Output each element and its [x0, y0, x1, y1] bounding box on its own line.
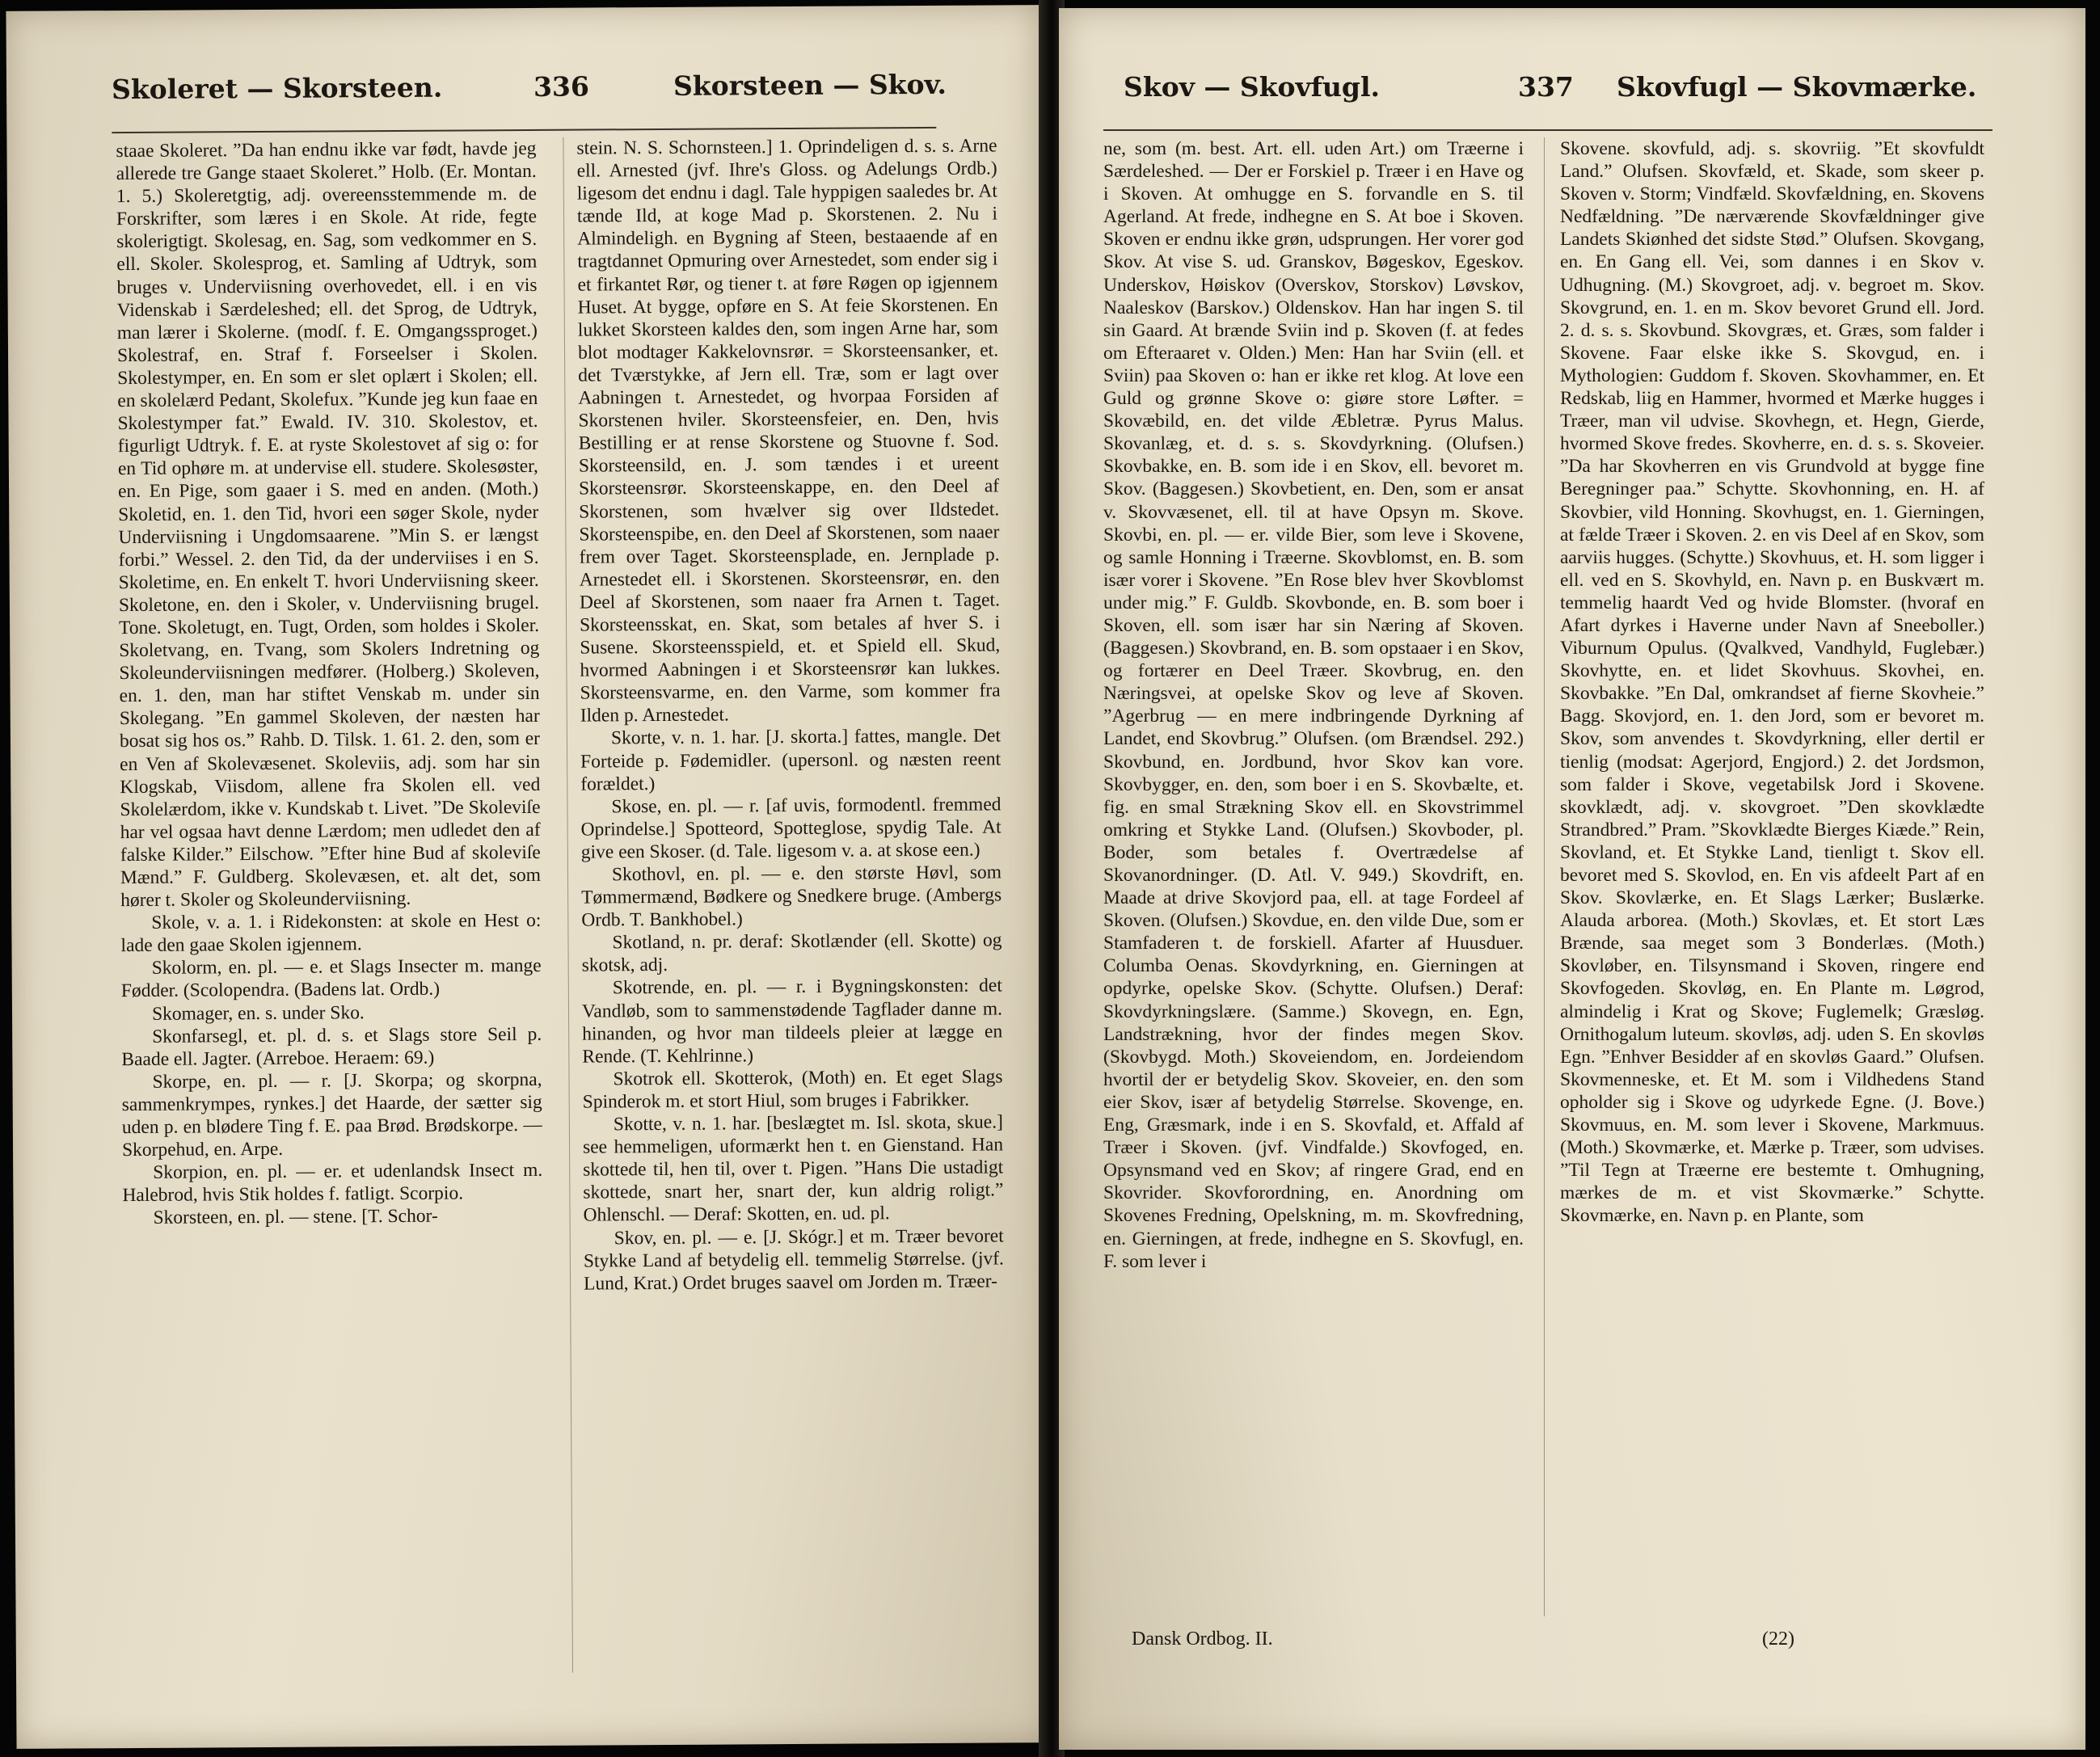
header-left-guideword: Skov — Skovfugl. — [1124, 71, 1381, 103]
signature-mark: Dansk Ordbog. II. — [1132, 1628, 1273, 1650]
dictionary-entry: Skotrok ell. Skotterok, (Moth) en. Et eget Slags Spinderok m. et stort Hiul, som bruges i Fabrikker. — [582, 1066, 1003, 1113]
column-divider — [1544, 137, 1545, 1616]
right-page — [1059, 8, 2085, 1750]
header-right-guideword: Skorsteen — Skov. — [673, 68, 947, 102]
dictionary-entry: Skole, v. a. 1. i Ridekonsten: at skole en Hest o: lade den gaae Skolen igjennem. — [120, 910, 542, 957]
dictionary-entry: Skose, en. pl. — r. [af uvis, formodentl. fremmed Oprindelse.] Spotteord, Spotteglose, spydig Tale. At give een Skoser. (d. Tale. ligesom v. a. at skose een.) — [580, 794, 1002, 863]
dictionary-entry: Skov, en. pl. — e. [J. Skógr.] et m. Træer bevoret Stykke Land af betydelig ell. temmelig Størrelse. (jvf. Lund, Krat.) Ordet bruges saavel om Jorden m. Træer- — [583, 1224, 1004, 1295]
page-number: 336 — [533, 70, 590, 103]
dictionary-entry: Skotland, n. pr. deraf: Skotlænder (ell. Skotte) og skotsk, adj. — [581, 929, 1002, 976]
dictionary-entry: Skolorm, en. pl. — e. et Slags Insecter m. mange Fødder. (Scolopendra. (Badens lat. Ordb.) — [120, 955, 542, 1002]
running-header — [6, 68, 1039, 131]
dictionary-entry: Skomager, en. s. under Sko. — [151, 1001, 365, 1025]
column-right — [1560, 137, 1984, 1624]
running-header — [1059, 71, 2085, 128]
column-divider — [563, 137, 573, 1673]
header-left-guideword: Skoleret — Skorsteen. — [111, 71, 443, 106]
column-right — [576, 134, 1006, 1700]
dictionary-entry: Skorsteen, en. pl. — stene. [T. Schor- — [153, 1206, 438, 1229]
dictionary-entry: Skovene. skovfuld, adj. s. skovriig. ”Et skovfuldt Land.” Olufsen. Skovfæld, et. Skade, som skeer p. Skoven v. Storm; Vindfæld. Skovfældning, en. Skovens Nedfældning. ”De nærværende Skovfældninger give Landets Skiønhed det sidste Stød.” Olufsen. Skovgang, en. En Gang ell. Vei, som dannes i en Skov v. Udhugning. (M.) Skovgroet, adj. v. begroet m. Skov. Skovgrund, en. 1. en m. Skov bevoret Grund ell. Jord. 2. d. s. s. Skovbund. Skovgræs, et. Græs, som falder i Skovene. Faar elske ikke S. Skovgud, en. i Mythologien: Guddom f. Skoven. Skovhammer, en. Et Redskab, liig en Hammer, hvormed et Mærke hugges i Træer, man vil udvise. Skovhegn, et. Hegn, Gierde, hvormed Skove fredes. Skovherre, en. d. s. s. Skoveier. ”Da har Skovherren en vis Grundvold at bygge fine Beregninger paa.” Schytte. Skovhonning, en. H. af Skovbier, vild Honning. Skovhugst, en. 1. Gierningen, at fælde Træer i Skoven. 2. en vis Deel af en Skov, som aarviis hugges. (Schytte.) Skovhuus, et. H. som ligger i ell. ved en S. Skovhyld, en. Navn p. en Buskvært m. temmelig haardt Ved og hvide Blomster. (hvoraf en Afart dyrkes i Haverne under Navn af Sneeboller.) Viburnum Opulus. (Qvalkved, Vandhyld, Fuglebær.) Skovhytte, en. et lidet Skovhuus. Skovhei, en. Skovbakke. ”En Dal, omkrandset af fierne Skovheie.” Bagg. Skovjord, en. 1. den Jord, som er bevoret m. Skov, som anvendes t. Skovdyrkning, eller dertil er tienlig (modsat: Agerjord, Engjord.) 2. det Jordsmon, som falder i Skove, vegetabilsk Jord i Skovene. skovklædt, adj. v. skovgroet. ”Den skovklædte Strandbred.” Pram. ”Skovklædte Bierges Kiæde.” Rein, Skovland, et. Et Stykke Land, tienligt t. Skov ell. bevoret med S. Skovlod, en. En vis afdeelt Part af en Skov. Skovlærke, en. Et Slags Lærker; Buslærke. Alauda arborea. (Moth.) Skovlæs, et. Et stort Læs Brænde, saa meget som 3 Bonderlæs. (Moth.) Skovløber, en. Tilsynsmand i Skoven, ringere end Skovfogeden. Skovløg, en. En Plante m. Løgrod, almindelig i Krat og Skove; Fuglemelk; Græsløg. Ornithogalum luteum. skovløs, adj. uden S. En skovløs Egn. ”Enhver Besidder af en skovløs Gaard.” Olufsen. Skovmenneske, et. Et M. som i Vildhedens Stand opholder sig i Skove og udyrkede Egne. (J. Bove.) Skovmuus, en. M. som lever i Skovene, Markmuus. (Moth.) Skovmærke, et. Mærke p. Træer, som udvises. ”Til Tegn at Træerne ere bestemte t. Omhugning, mærkes de m. et vist Skovmærke.” Schytte. Skovmærke, en. Navn p. en Plante, som — [1560, 138, 1984, 1227]
dictionary-entry: Skorte, v. n. 1. har. [J. skorta.] fattes, mangle. Det Forteide p. Fødemidler. (upersonl. og næsten reent forældet.) — [580, 725, 1002, 795]
dictionary-entry: Skotte, v. n. 1. har. [beslægtet m. Isl. skota, skue.] see hemmeligen, uformærkt hen t. en Gienstand. Han skottede til, hen til, over t. Pigen. ”Hans Die ustadigt skottede, snart her, snart der, kun aldrig roligt.” Ohlenschl. — Deraf: Skotten, en. ud. pl. — [582, 1111, 1004, 1226]
header-right-guideword: Skovfugl — Skovmærke. — [1617, 71, 1977, 103]
dictionary-entry: Skorpion, en. pl. — er. et udenlandsk Insect m. Halebrod, hvis Stik holdes f. fatligt. Scorpio. — [122, 1160, 543, 1207]
dictionary-entry: Skotrende, en. pl. — r. i Bygningskonsten: det Vandløb, som to sammenstødende Tagflader danne m. hinanden, og hvor man tildeels pleier at lægge en Rende. (T. Kehlrinne.) — [581, 975, 1003, 1068]
dictionary-entry: Skorpe, en. pl. — r. [J. Skorpa; og skorpna, sammenkrympes, rynkes.] det Haarde, der sætter sig uden p. en blødere Ting f. E. paa Brød. Brødskorpe. — Skorpehud, en. Arpe. — [121, 1068, 542, 1161]
dictionary-entry: ne, som (m. best. Art. ell. uden Art.) om Træerne i Særdeleshed. — Der er Forskiel p. Træer i en Have og i Skoven. At omhugge en S. forvandle en S. til Agerland. At frede, indhegne en S. At boe i Skoven. Skoven er endnu ikke grøn, udsprungen. Her vorer god Skov. At vise S. ud. Granskov, Bøgeskov, Egeskov. Underskov, Høiskov (Overskov, Storskov) Løvskov, Naaleskov (Barskov.) Oldenskov. Han har ingen S. til sin Gaard. At brænde Sviin ind p. Skoven (f. at fedes om Efteraaret v. Olden.) Men: Han har Sviin (ell. et Sviin) paa Skoven o: han er ikke ret klog. At love een Guld og grønne Skove o: giøre store Løfter. = Skovæbild, en. det vilde Æbletræ. Pyrus Malus. Skovanlæg, et. d. s. s. Skovdyrkning. (Olufsen.) Skovbakke, en. B. som ide i en Skov, ell. bevoret m. Skov. (Baggesen.) Skovbetient, en. Den, som er ansat v. Skovvæsenet, ell. til at have Opsyn m. Skove. Skovbi, en. pl. — er. vilde Bier, som leve i Skovene, og samle Honning i Træerne. Skovblomst, en. B. som især vorer i Skovene. ”En Rose blev hver Skovblomst under mig.” F. Guldb. Skovbonde, en. B. som boer i Skoven, ell. som især har sin Næring af Skoven. (Baggesen.) Skovbrand, en. B. som opstaaer i en Skov, og fortærer en Deel Træer. Skovbrug, en. den Næringsvei, at opelske Skov og leve af Skoven. ”Agerbrug — en mere indbringende Dyrkning af Landet, end Skovbrug.” Olufsen. (om Brændsel. 292.) Skovbund, en. Jordbund, hvor Skov kan vore. Skovbygger, en. den, som boer i en S. Skovbælte, et. fig. en smal Strækning Skov ell. en Skovstrimmel omkring et Stykke Land. (Olufsen.) Skovboder, pl. Boder, som betales f. Overtrædelse af Skovanordninger. (D. Atl. V. 949.) Skovdrift, en. Maade at drive Skovjord paa, ell. at tage Fordeel af Skoven. (Olufsen.) Skovdue, en. den vilde Due, som er Stamfaderen t. de forskiell. Afarter af Huusduer. Columba Oenas. Skovdyrkning, en. Gierningen at opdyrke, opelske Skov. (Schytte. Olufsen.) Deraf: Skovdyrkningslære. (Samme.) Skovegn, en. Egn, Landstrækning, hvor der findes megen Skov. (Skovbygd. Moth.) Skoveiendom, en. Jordeiendom hvortil der er betydelig Skov. Skoveier, en. den som eier Skov, især af betydelig Størrelse. Skovenge, en. Eng, Græsmark, inde i en S. Skovfald, et. Affald af Træer i Skoven. (jvf. Vindfalde.) Skovfoged, en. Opsynsmand ved en Skov; af ringere Grad, end en Skovrider. Skovforordning, en. Anordning om Skovenes Fredning, Opelskning, m. m. Skovfredning, en. Gierningen, at frede, indhegne en S. Skovfugl, en. F. som lever i — [1103, 138, 1524, 1272]
column-left — [116, 137, 546, 1704]
dictionary-entry: Skothovl, en. pl. — e. den største Høvl, som Tømmermænd, Bødkere og Snedkere bruge. (Ambergs Ordb. T. Bankhobel.) — [581, 862, 1002, 931]
dictionary-entry: Skonfarsegl, et. pl. d. s. et Slags store Seil p. Baade ell. Jagter. (Arreboe. Heraem: 69.) — [121, 1023, 542, 1070]
dictionary-entry: staae Skoleret. ”Da han endnu ikke var født, havde jeg allerede tre Gange staaet Skoleret.” Holb. (Er. Montan. 1. 5.) Skoleretgtig, adj. overeensstemmende m. de Forskrifter, som læres i en Skole. At ride, fegte skolerigtigt. Skolesag, en. Sag, som vedkommer en S. ell. Skoler. Skolesprog, et. Samling af Udtryk, som bruges v. Underviisning overhovedet, ell. i en vis Videnskab i Særdeleshed; ell. det Sprog, de Udtryk, man lærer i Skolerne. (modſ. f. E. Omgangssproget.) Skolestraf, en. Straf f. Forseelser i Skolen. Skolestymper, en. En som er slet oplært i Skolen; ell. en skolelærd Pedant, Skolefux. ”Kunde jeg kun faae en Skolestymper fat.” Ewald. IV. 310. Skolestov, et. figurligt Udtryk. f. E. at ryste Skolestovet af sig o: for en Tid ophøre m. at undervise ell. studere. Skolesøster, en. En Pige, som gaaer i S. med en anden. (Moth.) Skoletid, en. 1. den Tid, hvori een søger Skole, nyder Underviisning i Ungdomsaarene. ”Min S. er længst forbi.” Wessel. 2. den Tid, da der underviises i en S. Skoletime, en. En enkelt T. hvori Underviisning skeer. Skoletone, en. den i Skoler, v. Underviisning brugel. Tone. Skoletugt, en. Tugt, Orden, som holdes i Skoler. Skoletvang, en. Tvang, som Skolers Indretning og Skoleunderviisningen medfører. (Holberg.) Skoleven, en. 1. den, man har stiftet Venskab m. under sin Skolegang. ”En gammel Skoleven, der næsten har bosat sig hos os.” Rahb. D. Tilsk. 1. 61. 2. den, som er en Ven af Skolevæsenet. Skoleviis, adj. som har sin Klogskab, Viisdom, allene fra Skolen ell. ved Skolelærdom, ikke v. Kundskab t. Livet. ”De Skoleviſe har vel ogsaa havt denne Lærdom; men udledet den af falske Kilder.” Eilschow. ”Efter hine Bud af skoleviſe Mænd.” F. Guldberg. Skolevæsen, et. alt det, som hører t. Skoler og Skoleunderviisning. — [116, 137, 542, 912]
left-page — [6, 5, 1049, 1749]
sheet-number: (22) — [1762, 1628, 1794, 1650]
column-left — [1103, 137, 1524, 1604]
page-number: 337 — [1518, 71, 1574, 103]
dictionary-entry: stein. N. S. Schornsteen.] 1. Oprindeligen d. s. s. Arne ell. Arnested (jvf. Ihre's Gloss. og Adelungs Ordb.) ligesom det endnu i dagl. Tale hyppigen saaledes br. At tænde Ild, at koge Mad p. Skorstenen. 2. Nu i Almindeligh. en Bygning af Steen, bestaaende af en tragtdannet Opmuring over Arnestedet, som ender sig i et firkantet Rør, og tiener t. at føre Røgen op igjennem Huset. At bygge, opføre en S. At feie Skorstenen. En lukket Skorsteen kaldes den, som ingen Arne har, som blot modtager Kakkelovnsrør. = Skorsteensanker, et. det Tværstykke, af Jern ell. Træ, som er lagt over Aabningen t. Arnestedet, og hvorpaa Forsiden af Skorstenen hviler. Skorsteensfeier, en. Den, hvis Bestilling er at rense Skorstene og Stuovne f. Sod. Skorsteensild, en. J. som tændes i et ureent Skorsteensrør. Skorsteenskappe, en. den Deel af Skorstenen, som hvælver sig over Ildstedet. Skorsteenspibe, en. den Deel af Skorstenen, som naaer frem over Taget. Skorsteensplade, en. Jernplade p. Arnestedet ell. i Skorstenen. Skorsteensrør, en. den Deel af Skorstenen, som naaer fra Arnen t. Taget. Skorsteensskat, en. Skat, som betales af hver S. i Susene. Skorsteensspield, et. et Spield ell. Skud, hvormed Aabningen i et Skorsteensrør kan lukkes. Skorsteensvarme, en. den Varme, som kommer fra Ilden p. Arnestedet. — [576, 135, 1001, 727]
header-rule — [1103, 129, 1992, 131]
